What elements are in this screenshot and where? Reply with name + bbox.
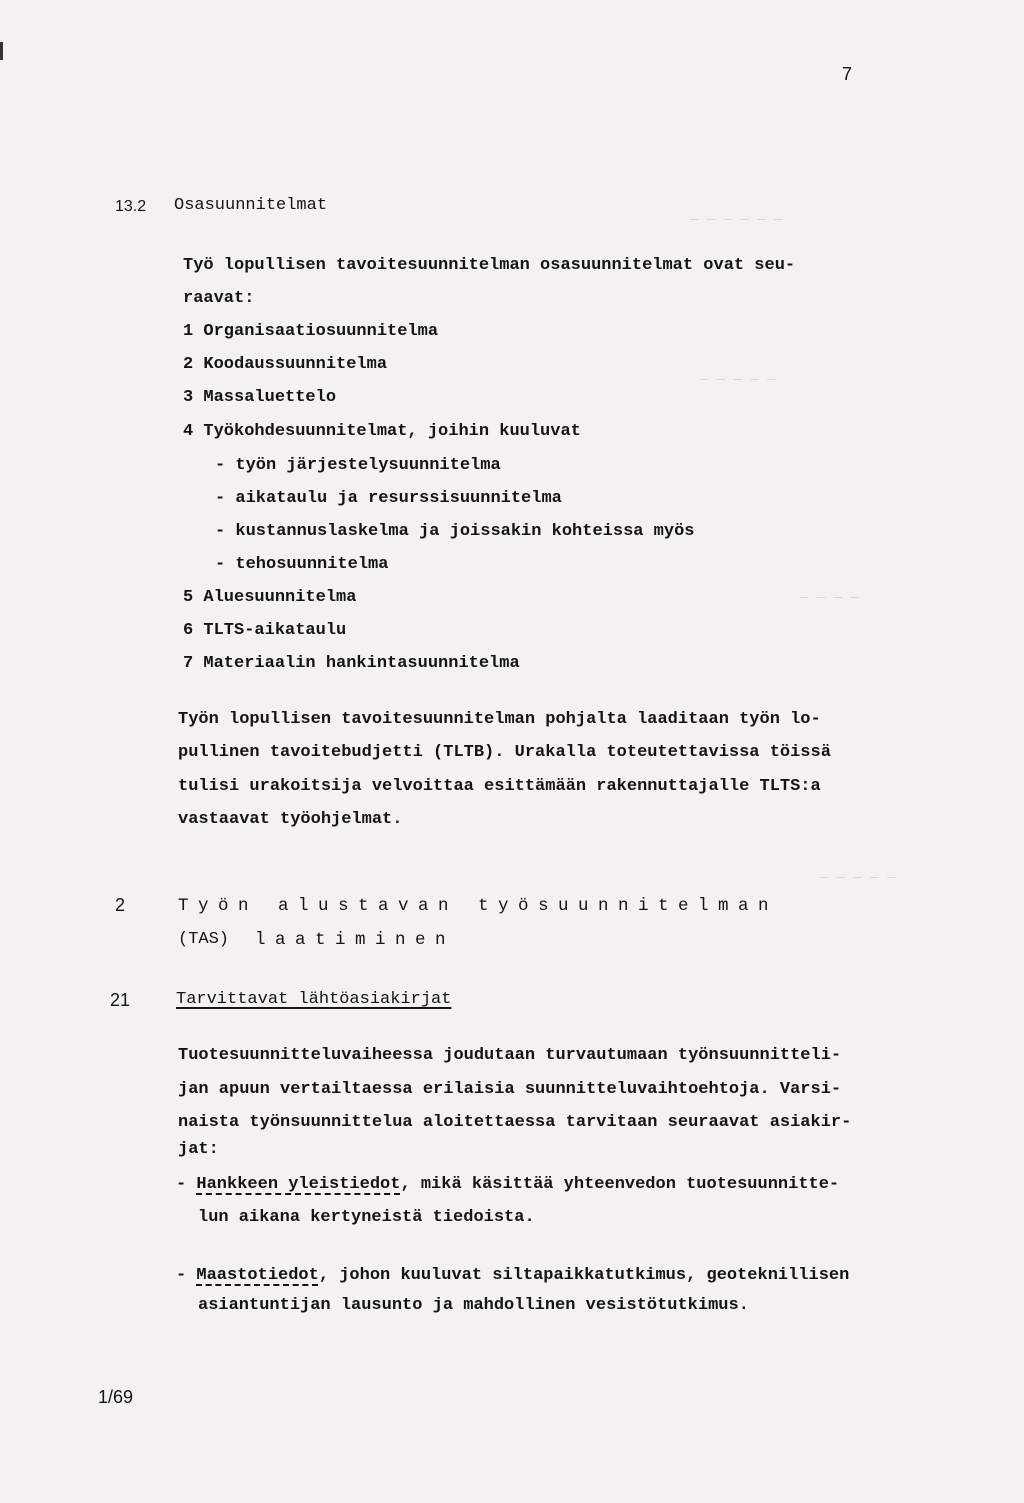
bullet-continuation: lun aikana kertyneistä tiedoista. [198,1208,535,1227]
list-item: 6 TLTS-aikataulu [183,621,347,640]
list-item: 1 Organisaatiosuunnitelma [183,322,439,341]
section-number: 21 [110,990,131,1010]
page-number: 7 [842,64,853,84]
bullet-term: Maastotiedot [196,1266,319,1285]
list-item: 5 Aluesuunnitelma [183,588,357,607]
bullet-dash: - [176,1175,187,1194]
sub-list-item: - kustannuslaskelma ja joissakin kohteissa myös [215,522,695,541]
sub-list-item: - tehosuunnitelma [215,555,389,574]
section-title-prefix: (TAS) [178,930,230,949]
section-title: laatiminen [255,930,456,950]
paragraph-line: Työ lopullisen tavoitesuunnitelman osasuunnitelmat ovat seu- [183,256,796,275]
sub-list-item: - työn järjestelysuunnitelma [215,456,501,475]
paragraph-line: pullinen tavoitebudjetti (TLTB). Urakalla toteutettavissa töissä [178,743,831,762]
bullet-item [176,1175,839,1195]
bullet-item [176,1266,849,1286]
paragraph-line: raavat: [183,289,255,308]
section-number: 13.2 [115,198,147,215]
bleed-through-mark: — — — — — — [690,212,783,228]
bullet-dash: - [176,1266,187,1285]
sub-list-item: - aikataulu ja resurssisuunnitelma [215,489,562,508]
paragraph-line: Työn lopullisen tavoitesuunnitelman pohjalta laaditaan työn lo- [178,710,821,729]
section-title: Osasuunnitelmat [174,196,328,215]
bleed-through-mark: — — — — [800,590,859,606]
bleed-through-mark: — — — — — [820,870,896,886]
bullet-text: , johon kuuluvat siltapaikkatutkimus, geoteknillisen [318,1266,850,1285]
section-number: 2 [115,895,126,915]
scan-edge-mark [0,42,3,60]
bullet-text: , mikä käsittää yhteenvedon tuotesuunnitte- [400,1175,840,1194]
section-title: Tarvittavat lähtöasiakirjat [176,990,452,1009]
bullet-term: Hankkeen yleistiedot [196,1175,401,1194]
list-item: 3 Massaluettelo [183,388,337,407]
list-item: 2 Koodaussuunnitelma [183,355,388,374]
footer-code: 1/69 [98,1387,134,1407]
bleed-through-mark: — — — — — [700,372,776,388]
list-item: 7 Materiaalin hankintasuunnitelma [183,654,520,673]
paragraph-line: Tuotesuunnitteluvaiheessa joudutaan turvautumaan työnsuunnitteli- [178,1046,842,1065]
list-item: 4 Työkohdesuunnitelmat, joihin kuuluvat [183,422,581,441]
paragraph-line: vastaavat työohjelmat. [178,810,403,829]
paragraph-line: naista työnsuunnittelua aloitettaessa tarvitaan seuraavat asiakir- [178,1113,852,1132]
paragraph-line: jan apuun vertailtaessa erilaisia suunnitteluvaihtoehtoja. Varsi- [178,1080,842,1099]
paragraph-line: jat: [178,1140,219,1159]
paragraph-line: tulisi urakoitsija velvoittaa esittämään rakennuttajalle TLTS:a [178,777,821,796]
section-title: Työn alustavan työsuunnitelman [178,896,779,916]
bullet-continuation: asiantuntijan lausunto ja mahdollinen vesistötutkimus. [198,1296,749,1315]
